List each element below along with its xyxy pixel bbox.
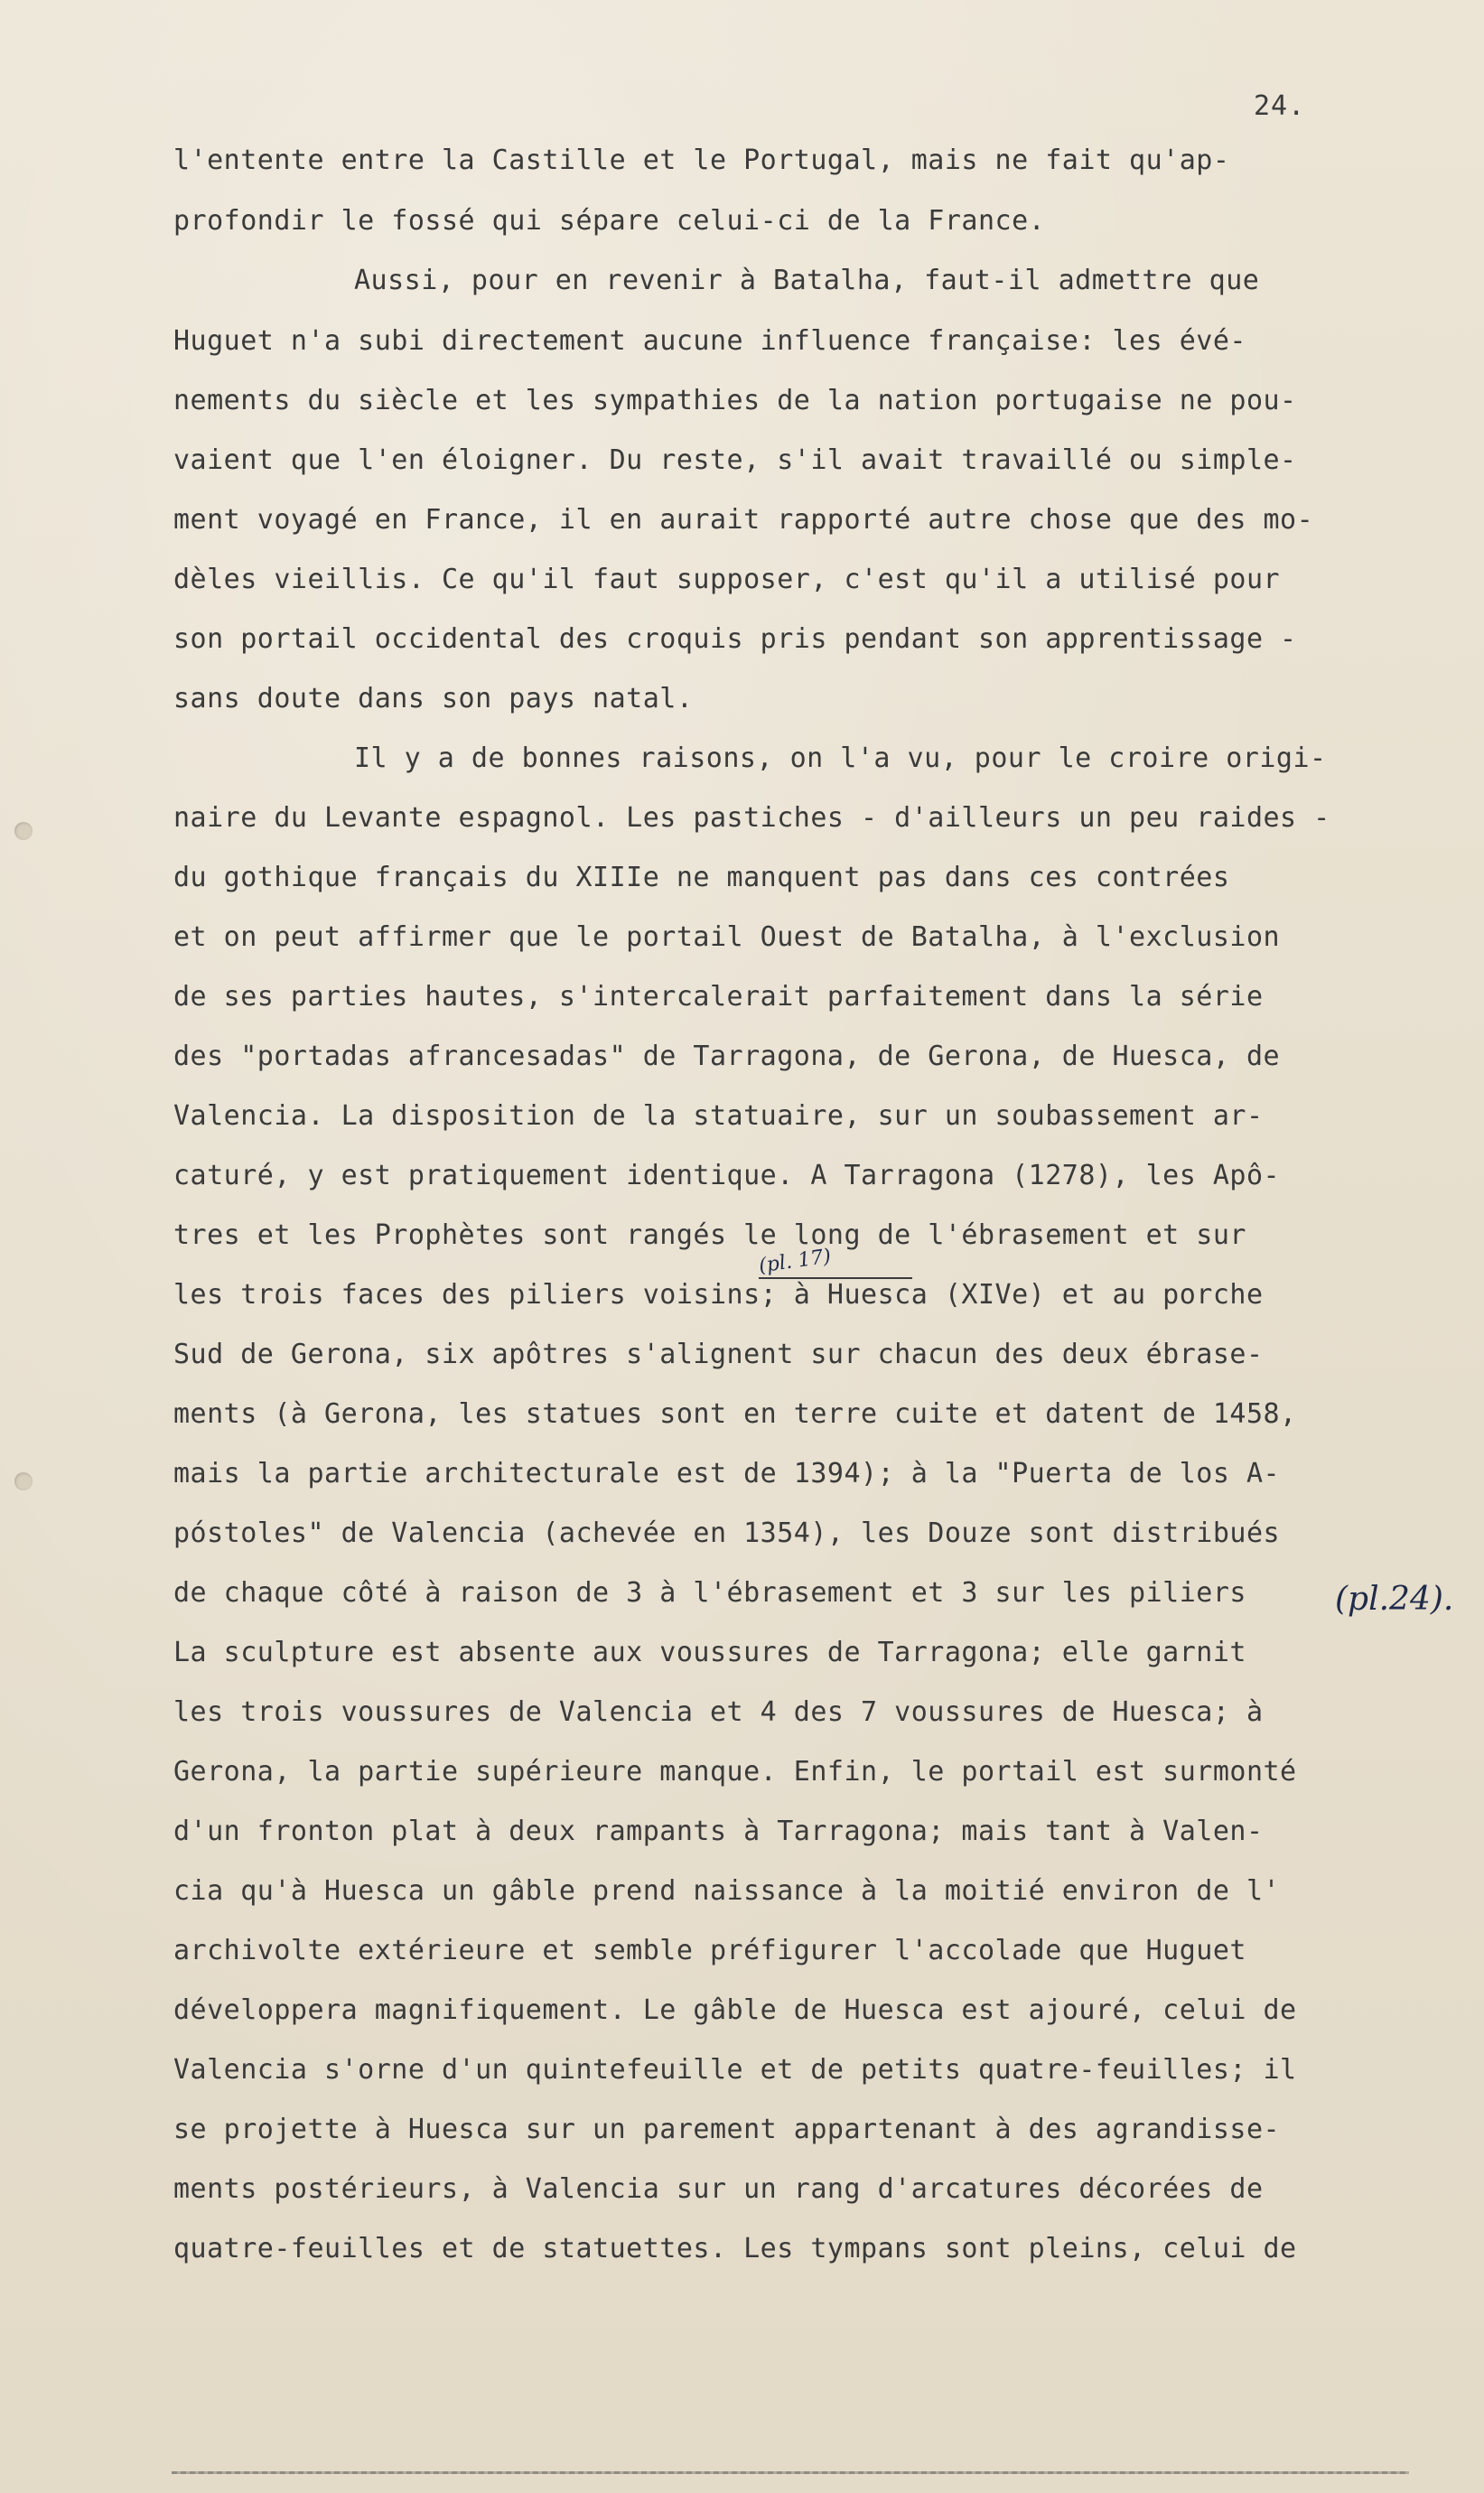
text-line: l'entente entre la Castille et le Portugal, mais ne fait qu'ap- <box>173 145 1230 176</box>
page-bottom-edge <box>172 2471 1409 2474</box>
text-line: vaient que l'en éloigner. Du reste, s'il avait travaillé ou simple- <box>173 444 1297 476</box>
text-line: Valencia. La disposition de la statuaire, sur un soubassement ar- <box>173 1100 1264 1132</box>
page-number: 24. <box>1254 90 1306 122</box>
handwritten-strikethrough <box>759 1277 912 1279</box>
text-line: Aussi, pour en revenir à Batalha, faut-il admettre que <box>354 265 1260 296</box>
text-line: nements du siècle et les sympathies de la nation portugaise ne pou- <box>173 385 1297 416</box>
text-line: des "portadas afrancesadas" de Tarragona, de Gerona, de Huesca, de <box>173 1041 1281 1072</box>
text-line: profondir le fossé qui sépare celui-ci de la France. <box>173 205 1046 237</box>
handwritten-plate-ref-24: (pl.24). <box>1335 1581 1454 1618</box>
text-line: Gerona, la partie supérieure manque. Enfin, le portail est surmonté <box>173 1756 1297 1788</box>
text-line: sans doute dans son pays natal. <box>173 683 694 714</box>
text-line: naire du Levante espagnol. Les pastiches - d'ailleurs un peu raides - <box>173 802 1330 834</box>
handwritten-plate-ref-17: (pl. 17) <box>757 1245 833 1278</box>
text-line: et on peut affirmer que le portail Ouest de Batalha, à l'exclusion <box>173 921 1281 953</box>
text-line: se projette à Huesca sur un parement appartenant à des agrandisse- <box>173 2114 1281 2145</box>
text-line: de chaque côté à raison de 3 à l'ébrasement et 3 sur les piliers <box>173 1577 1246 1609</box>
text-line: quatre-feuilles et de statuettes. Les tympans sont pleins, celui de <box>173 2233 1297 2264</box>
text-line: ments (à Gerona, les statues sont en terre cuite et datent de 1458, <box>173 1398 1297 1430</box>
text-line: póstoles" de Valencia (achevée en 1354), les Douze sont distribués <box>173 1517 1281 1549</box>
text-line: ments postérieurs, à Valencia sur un rang d'arcatures décorées de <box>173 2173 1264 2205</box>
text-line: Huguet n'a subi directement aucune influence française: les évé- <box>173 325 1246 357</box>
text-line: La sculpture est absente aux voussures de Tarragona; elle garnit <box>173 1637 1246 1668</box>
text-line: archivolte extérieure et semble préfigurer l'accolade que Huguet <box>173 1935 1246 1966</box>
text-line: cia qu'à Huesca un gâble prend naissance à la moitié environ de l' <box>173 1875 1281 1907</box>
text-line: de ses parties hautes, s'intercalerait parfaitement dans la série <box>173 981 1264 1013</box>
punch-hole-top <box>14 822 33 840</box>
text-line: dèles vieillis. Ce qu'il faut supposer, c'est qu'il a utilisé pour <box>173 564 1281 595</box>
text-line: Il y a de bonnes raisons, on l'a vu, pour le croire origi- <box>354 742 1327 774</box>
text-line: les trois voussures de Valencia et 4 des 7 voussures de Huesca; à <box>173 1696 1264 1728</box>
text-line: tres et les Prophètes sont rangés le long de l'ébrasement et sur <box>173 1219 1246 1251</box>
text-line: Valencia s'orne d'un quintefeuille et de petits quatre-feuilles; il <box>173 2054 1297 2086</box>
text-line: développera magnifiquement. Le gâble de Huesca est ajouré, celui de <box>173 1994 1297 2026</box>
punch-hole-bottom <box>14 1472 33 1490</box>
text-line: ment voyagé en France, il en aurait rapporté autre chose que des mo- <box>173 504 1314 536</box>
text-line: mais la partie architecturale est de 1394); à la "Puerta de los A- <box>173 1458 1281 1489</box>
text-line: les trois faces des piliers voisins; à Huesca (XIVe) et au porche <box>173 1279 1264 1311</box>
text-line: Sud de Gerona, six apôtres s'alignent sur chacun des deux ébrase- <box>173 1339 1264 1370</box>
text-line: son portail occidental des croquis pris pendant son apprentissage - <box>173 623 1297 655</box>
text-line: du gothique français du XIIIe ne manquent pas dans ces contrées <box>173 862 1230 893</box>
text-line: d'un fronton plat à deux rampants à Tarragona; mais tant à Valen- <box>173 1816 1264 1847</box>
text-line: caturé, y est pratiquement identique. A Tarragona (1278), les Apô- <box>173 1160 1281 1191</box>
